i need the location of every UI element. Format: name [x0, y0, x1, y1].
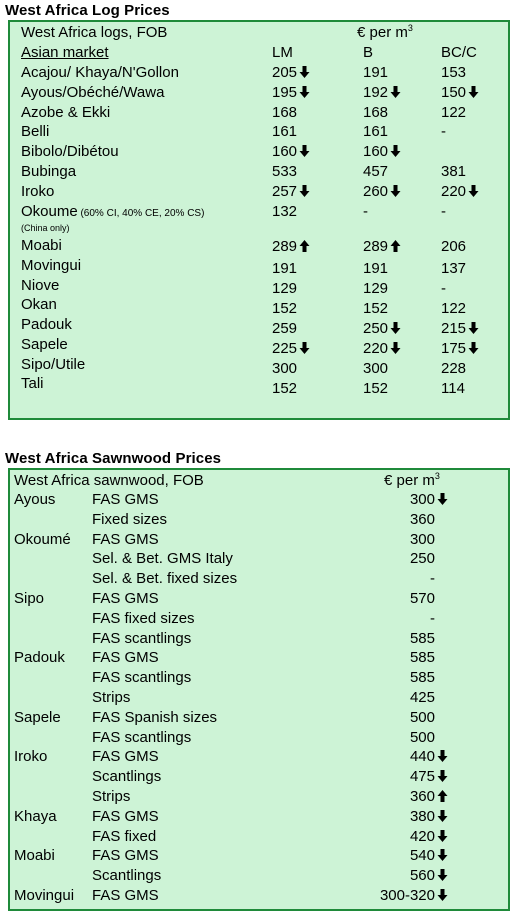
species-name: Padouk [21, 316, 72, 333]
grade-name: Scantlings [92, 867, 162, 885]
price-cell: - [441, 280, 446, 297]
log-market-label: Asian market [21, 44, 109, 61]
arrow-down-icon [299, 185, 310, 197]
price-cell: 570 [409, 590, 435, 607]
species-name: Tali [21, 375, 44, 392]
grade-name: FAS GMS [92, 807, 159, 825]
price-cell: 585 [409, 649, 435, 667]
price-cell: 500 [409, 728, 435, 746]
price-cell: 129 [363, 280, 389, 297]
arrow-down-icon [437, 889, 448, 901]
price-cell: 259 [272, 320, 298, 337]
arrow-down-icon [299, 342, 310, 354]
price-cell: 122 [441, 104, 467, 121]
species-name: Acajou/ Khaya/N'Gollon [21, 64, 179, 81]
species-name: Moabi [14, 847, 55, 865]
grade-name: FAS GMS [92, 491, 159, 508]
price-cell: - [441, 203, 446, 220]
arrow-down-icon [437, 849, 448, 861]
price-cell: 300 [409, 530, 435, 548]
price-cell: - [441, 123, 446, 140]
price-cell: 114 [441, 380, 465, 397]
price-cell: 289 [272, 238, 310, 256]
price-cell: 533 [272, 163, 298, 180]
log-col-b: B [363, 44, 374, 61]
price-cell: 192 [363, 84, 401, 102]
grade-name: Sel. & Bet. fixed sizes [92, 570, 238, 588]
arrow-down-icon [390, 185, 401, 197]
arrow-down-icon [468, 322, 479, 334]
grade-name: FAS GMS [92, 590, 159, 607]
price-cell: 440 [410, 748, 448, 766]
arrow-down-icon [437, 750, 448, 762]
species-name: Sipo/Utile [21, 356, 86, 373]
price-cell: 215 [441, 320, 479, 338]
sawn-unit-label: € per $m^3$ [384, 471, 440, 489]
species-name: Ayous [14, 491, 56, 508]
price-cell: 425 [409, 689, 435, 706]
price-cell: 137 [441, 260, 467, 277]
price-cell: 152 [272, 380, 298, 397]
species-name: Ayous/Obéché/Wawa [21, 84, 165, 101]
price-cell: 152 [272, 300, 298, 317]
species-name: Belli [21, 123, 50, 140]
log-col-bcc: BC/C [441, 44, 477, 61]
grade-name: Strips [92, 788, 131, 805]
grade-name: FAS scantlings [92, 669, 192, 687]
arrow-down-icon [390, 145, 401, 157]
price-cell: - [430, 609, 435, 627]
price-cell: 289 [363, 238, 401, 256]
arrow-down-icon [390, 86, 401, 98]
price-cell: 250 [363, 320, 401, 338]
grade-name: FAS scantlings [92, 629, 192, 647]
price-cell: 168 [363, 104, 389, 121]
price-cell: 300 [410, 491, 448, 509]
price-cell: 500 [409, 708, 435, 726]
grade-name: Scantlings [92, 768, 162, 786]
price-cell: 300 [272, 360, 298, 377]
grade-name: Sel. & Bet. GMS Italy [92, 550, 233, 568]
price-cell: 300-320 [380, 887, 448, 905]
species-name: Sapele [14, 708, 61, 726]
price-cell: 168 [272, 104, 298, 121]
arrow-down-icon [299, 86, 310, 98]
arrow-up-icon [299, 240, 310, 252]
price-cell: 360 [410, 788, 448, 806]
price-cell: 540 [410, 847, 448, 865]
price-cell: 206 [441, 238, 467, 255]
price-cell: 205 [272, 64, 310, 82]
price-cell: 420 [410, 828, 448, 846]
price-cell: 585 [409, 669, 435, 687]
grade-name: Fixed sizes [92, 510, 168, 528]
sawn-header-label: West Africa sawnwood, FOB [14, 472, 204, 489]
log-prices-panel [8, 20, 510, 420]
price-cell: 300 [363, 360, 389, 377]
grade-name: FAS scantlings [92, 728, 192, 746]
price-cell: 129 [272, 280, 298, 297]
price-cell: 220 [441, 183, 479, 201]
arrow-down-icon [437, 830, 448, 842]
species-name: Okoume (60% CI, 40% CE, 20% CS) [21, 203, 205, 220]
species-name: Movingui [21, 257, 82, 274]
grade-name: FAS GMS [92, 649, 159, 667]
arrow-down-icon [437, 770, 448, 782]
price-cell: 220 [363, 340, 401, 358]
price-cell: 160 [363, 143, 401, 161]
price-cell: 250 [409, 550, 435, 568]
species-name: Padouk [14, 649, 65, 667]
grade-name: FAS fixed sizes [92, 609, 195, 627]
arrow-down-icon [299, 66, 310, 78]
arrow-down-icon [468, 342, 479, 354]
price-cell: 380 [410, 808, 448, 826]
grade-name: FAS fixed [92, 827, 157, 845]
price-cell: 122 [441, 300, 467, 317]
price-cell: 175 [441, 340, 479, 358]
price-cell: 152 [363, 380, 389, 397]
price-cell: 191 [363, 260, 389, 277]
log-col-lm: LM [272, 44, 293, 61]
arrow-down-icon [299, 145, 310, 157]
species-name: Sipo [14, 590, 45, 607]
arrow-down-icon [468, 86, 479, 98]
species-name: Niove [21, 277, 60, 294]
arrow-up-icon [437, 790, 448, 802]
price-cell: 191 [272, 260, 298, 277]
price-cell: 161 [363, 123, 389, 140]
price-cell: 228 [441, 360, 467, 377]
price-cell: 161 [272, 123, 298, 140]
species-name: Moabi [21, 237, 62, 254]
arrow-down-icon [437, 493, 448, 505]
grade-name: FAS GMS [92, 887, 159, 904]
species-subnote: (China only) [21, 223, 70, 233]
grade-name: Strips [92, 689, 131, 706]
species-name: Iroko [14, 748, 48, 766]
log-unit-label: € per $m^3$ [357, 23, 413, 41]
price-cell: 225 [272, 340, 310, 358]
grade-name: FAS GMS [92, 530, 159, 548]
sawnwood-prices-panel [8, 468, 510, 911]
price-cell: 260 [363, 183, 401, 201]
price-cell: 153 [441, 64, 467, 81]
price-cell: 585 [409, 629, 435, 647]
species-name: Okoumé [14, 530, 71, 548]
species-name: Bubinga [21, 163, 77, 180]
grade-name: FAS GMS [92, 847, 159, 865]
price-cell: 191 [363, 64, 389, 81]
species-name: Okan [21, 296, 57, 313]
arrow-down-icon [468, 185, 479, 197]
arrow-down-icon [390, 342, 401, 354]
arrow-down-icon [390, 322, 401, 334]
log-header-label: West Africa logs, FOB [21, 24, 168, 41]
price-cell: 457 [363, 163, 389, 180]
price-cell: - [430, 570, 435, 588]
grade-name: FAS GMS [92, 748, 159, 766]
arrow-down-icon [437, 810, 448, 822]
species-name: Movingui [14, 887, 75, 904]
price-cell: 360 [409, 510, 435, 528]
price-cell: 560 [410, 867, 448, 885]
log-prices-heading: West Africa Log Prices [5, 2, 170, 19]
species-name: Iroko [21, 183, 55, 200]
arrow-down-icon [437, 869, 448, 881]
species-name: Khaya [14, 807, 57, 825]
species-name: Sapele [21, 336, 68, 353]
price-cell: 475 [410, 768, 448, 786]
price-cell: 150 [441, 84, 479, 102]
price-cell: 257 [272, 183, 310, 201]
species-name: Bibolo/Dibétou [21, 143, 119, 160]
price-cell: 195 [272, 84, 310, 102]
price-cell: - [363, 203, 368, 220]
price-cell: 160 [272, 143, 310, 161]
arrow-up-icon [390, 240, 401, 252]
price-cell: 381 [441, 163, 467, 180]
price-cell: 152 [363, 300, 389, 317]
species-name: Azobe & Ekki [21, 104, 111, 121]
sawnwood-prices-heading: West Africa Sawnwood Prices [5, 450, 222, 467]
species-note: (60% CI, 40% CE, 20% CS) [77, 208, 205, 219]
grade-name: FAS Spanish sizes [92, 708, 218, 726]
price-cell: 132 [272, 203, 298, 220]
